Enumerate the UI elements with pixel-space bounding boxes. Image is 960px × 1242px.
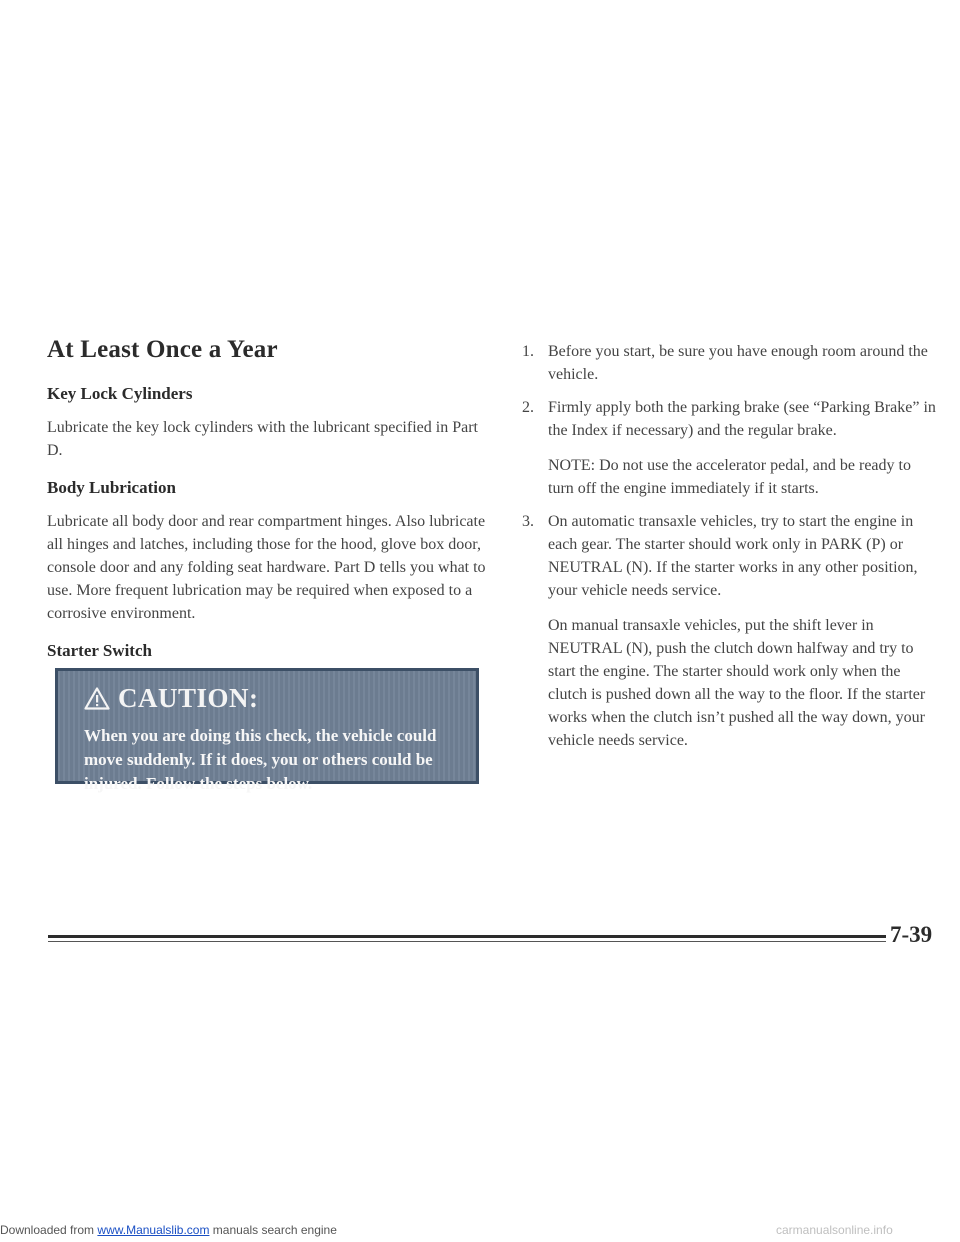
caution-text: When you are doing this check, the vehicle could move suddenly. If it does, you or others could be injured. Follow the steps below. <box>84 726 437 793</box>
carmanuals-watermark: carmanualsonline.info <box>776 1223 893 1237</box>
step-note: NOTE: Do not use the accelerator pedal, and be ready to turn off the engine immediately if it starts. <box>548 457 911 497</box>
watermark-prefix: Downloaded from <box>0 1223 95 1237</box>
manualslib-link[interactable]: www.Manualslib.com <box>97 1223 210 1237</box>
section-title: At Least Once a Year <box>47 336 278 363</box>
caution-header <box>84 683 458 714</box>
step-text: Before you start, be sure you have enough room around the vehicle. <box>548 343 928 383</box>
step-number: 1. <box>522 343 534 360</box>
key-lock-heading: Key Lock Cylinders <box>47 384 193 403</box>
steps-list <box>522 340 938 752</box>
download-watermark <box>0 1223 337 1237</box>
step-item <box>522 510 938 752</box>
watermark-suffix: manuals search engine <box>212 1223 337 1237</box>
footer-rule <box>48 935 886 938</box>
step-text: Firmly apply both the parking brake (see “Parking Brake” in the Index if necessary) and the regular brake. <box>548 399 936 439</box>
step-item <box>522 340 938 386</box>
step-item <box>522 396 938 500</box>
step-text: On automatic transaxle vehicles, try to start the engine in each gear. The starter should work only in PARK (P) or NEUTRAL (N). If the starter works in any other position, your vehicle needs service. <box>548 513 918 599</box>
warning-triangle-icon <box>84 687 110 710</box>
footer-rule-thin <box>48 941 886 942</box>
step-text: On manual transaxle vehicles, put the shift lever in NEUTRAL (N), push the clutch down halfway and try to start the engine. The starter should work only when the clutch is pushed down all the way to the floor. If the starter works when the clutch isn’t pushed all the way down, your vehicle needs service. <box>548 617 926 749</box>
page-number: 7-39 <box>890 922 933 947</box>
step-number: 3. <box>522 513 534 530</box>
body-lubrication-text: Lubricate all body door and rear compartment hinges. Also lubricate all hinges and latches, including those for the hood, glove box door, console door and any folding seat hardware. Part D tells you what to use. More frequent lubrication may be required when exposed to a corrosive environment. <box>47 513 486 622</box>
right-column <box>522 340 938 762</box>
caution-box <box>55 668 479 793</box>
step-number: 2. <box>522 399 534 416</box>
key-lock-text: Lubricate the key lock cylinders with the lubricant specified in Part D. <box>47 419 478 459</box>
caution-title: CAUTION: <box>118 683 259 713</box>
left-column <box>47 336 487 661</box>
starter-switch-heading: Starter Switch <box>47 641 152 660</box>
body-lubrication-heading: Body Lubrication <box>47 478 176 497</box>
